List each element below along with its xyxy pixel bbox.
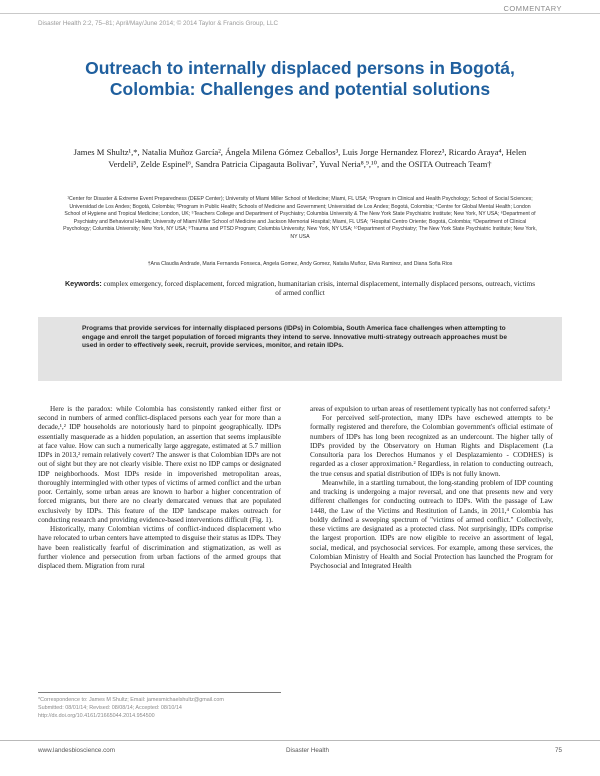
doi-link[interactable]: http://dx.doi.org/10.4161/21665044.2014.954500 (38, 713, 155, 720)
header-rule (0, 13, 600, 14)
body-paragraph: For perceived self-protection, many IDPs have eschewed attempts to be formally registered and therefore, the Colombian government's official estimate of numbers of IDPs has long been recognized as an undercount. The higher tally of IDPs provided by the Observatory on Human Rights and Displacement (La Consultoría para los Derechos Humanos y el Desplazamiento - CODHES) is regarded as a closer approximation.² Regardless, in relation to conducting outreach, the true census and spatial distribution of IDPs is not fully known. (310, 414, 553, 478)
submission-dates: Submitted: 08/01/14; Revised: 08/08/14; Accepted: 08/10/14 (38, 705, 182, 712)
correspondence-note: *Correspondence to: James M Shultz; Email: jamesmichaelshultz@gmail.com (38, 697, 224, 703)
keywords (62, 279, 538, 299)
footer-journal-name: Disaster Health (286, 747, 330, 754)
footnote-rule (38, 692, 281, 693)
footer-website[interactable]: www.landesbioscience.com (38, 747, 115, 754)
body-paragraph: Meanwhile, in a startling turnabout, the long-standing problem of IDP counting and tracking is undergoing a major reversal, and one that presents new and very different challenges for conducting outreach to IDPs. With the passage of Law 1448, the Law of the Victims and Restitution of Lands, in 2011,⁴ Colombia has boldly defined a sweeping spectrum of "victims of armed conflict." Collectively, these victims are designated as a protected class. Not surprisingly, IDPs comprise the largest proportion. IDPs are now eligible to receive an assortment of legal, social, medical, and psychosocial services. For example, among these services, the Colombian Ministry of Health and Social Protection has launched the Program for Psychosocial and Integrated Health (310, 478, 553, 570)
page-number: 75 (554, 747, 562, 754)
keywords-label: Keywords: (64, 279, 102, 288)
abstract-box: Programs that provide services for internally displaced persons (IDPs) in Colombia, South America face challenges when attempting to engage and enroll the target population of forced migrants they intend to serve. Innovative multi-strategy outreach approaches must be used in order to effectively seek, recruit, provide services, monitor, and retain IDPs. (38, 317, 562, 381)
journal-citation: Disaster Health 2:2, 75–81; April/May/June 2014; © 2014 Taylor & Francis Group, LLC (38, 20, 279, 27)
footer-rule (0, 740, 600, 741)
body-paragraph: areas of expulsion to urban areas of resettlement typically has not conferred safety.³ (310, 405, 551, 413)
section-tag: COMMENTARY (503, 4, 562, 13)
outreach-team-members: †Ana Claudia Andrade, Maria Fernanda Fonseca, Angela Gomez, Andy Gomez, Natalia Muñoz, Elvia Ramirez, and Diana Sofia Rios (147, 261, 453, 267)
body-paragraph: Historically, many Colombian victims of conflict-induced displacement who have relocated to urban centers have attempted to disguise their status as IDPs. They have been realistically fearful of discrimination and stigmatization, as well as further violence and persecution from urban factions of the armed groups that displaced them. Migration from rural (38, 525, 281, 570)
body-paragraph: Here is the paradox: while Colombia has consistently ranked either first or second in numbers of armed conflict-displaced persons each year for more than a decade,¹,² IDP households are notoriously hard to pinpoint geographically. IDPs essentially masquerade as a hidden population, an assertion that seems implausible at face value. How can such a numerically large aggregate, estimated at 5.7 million IDPs in 2013,² remain relatively covert? The answer is that Colombian IDPs are not out of sight but they are not clearly visible. There exist no IDP camps or designated IDP neighborhoods. Most IDPs reside in impoverished metropolitan areas, thoroughly intermingled with other types of victims of armed conflict and the urban poor. Certainly, some urban areas are known to harbor a higher concentration of forced migrants, but there are no clearly demarcated venues that are populated exclusively by IDPs. This feature of the IDP landscape makes outreach for conducting research and providing evidence-based interventions difficult (Fig. 1). (38, 405, 281, 524)
affiliations: ¹Center for Disaster & Extreme Event Preparedness (DEEP Center); University of Miami Miller School of Medicine; Miami, FL USA; ²Program in Clinical and Health Psychology; School of Social Sciences; Universidad de Los Andes; Bogotá, Colombia; ³Program in Public Health; Schools of Medicine and Government; Universidad de Los Andes; Bogotá, Colombia; ⁴Centre for Global Mental Health; London School of Hygiene and Tropical Medicine; London, UK; ⁵Teachers College and Department of Psychiatry; Columbia University & The New York State Psychiatric Institute; New York, NY USA; ⁶Department of Psychiatry and Behavioral Health; University of Miami Miller School of Medicine and Jackson Memorial Hospital; Miami, FL USA; ⁷Hospital Centro Oriente; Bogotá, Colombia; ⁸Department of Clinical Psychology; Columbia University; New York, NY USA; ⁹Trauma and PTSD Program; Columbia University; New York, NY USA; ¹⁰Department of Psychiatry; The New York State Psychiatric Institute; New York, NY USA (63, 196, 537, 240)
body-column-left (38, 405, 281, 571)
body-column-right (310, 405, 553, 571)
author-list: James M Shultz¹,*, Natalia Muñoz García², Ángela Milena Gómez Ceballos³, Luis Jorge Hernandez Florez³, Ricardo Araya⁴, Helen Verdeli⁵, Zelde Espinel⁶, Sandra Patricia Cipagauta Bolivar⁷, Yuval Neria⁸,⁹,¹⁰, and the OSITA Outreach Team† (73, 147, 527, 169)
keywords-text: complex emergency, forced displacement, forced migration, humanitarian crisis, internal displacement, internally displaced persons, outreach, victims of armed conflict (103, 280, 536, 298)
footnotes (38, 696, 308, 721)
article-title: Outreach to internally displaced persons in Bogotá, Colombia: Challenges and potential solutions (85, 58, 515, 99)
